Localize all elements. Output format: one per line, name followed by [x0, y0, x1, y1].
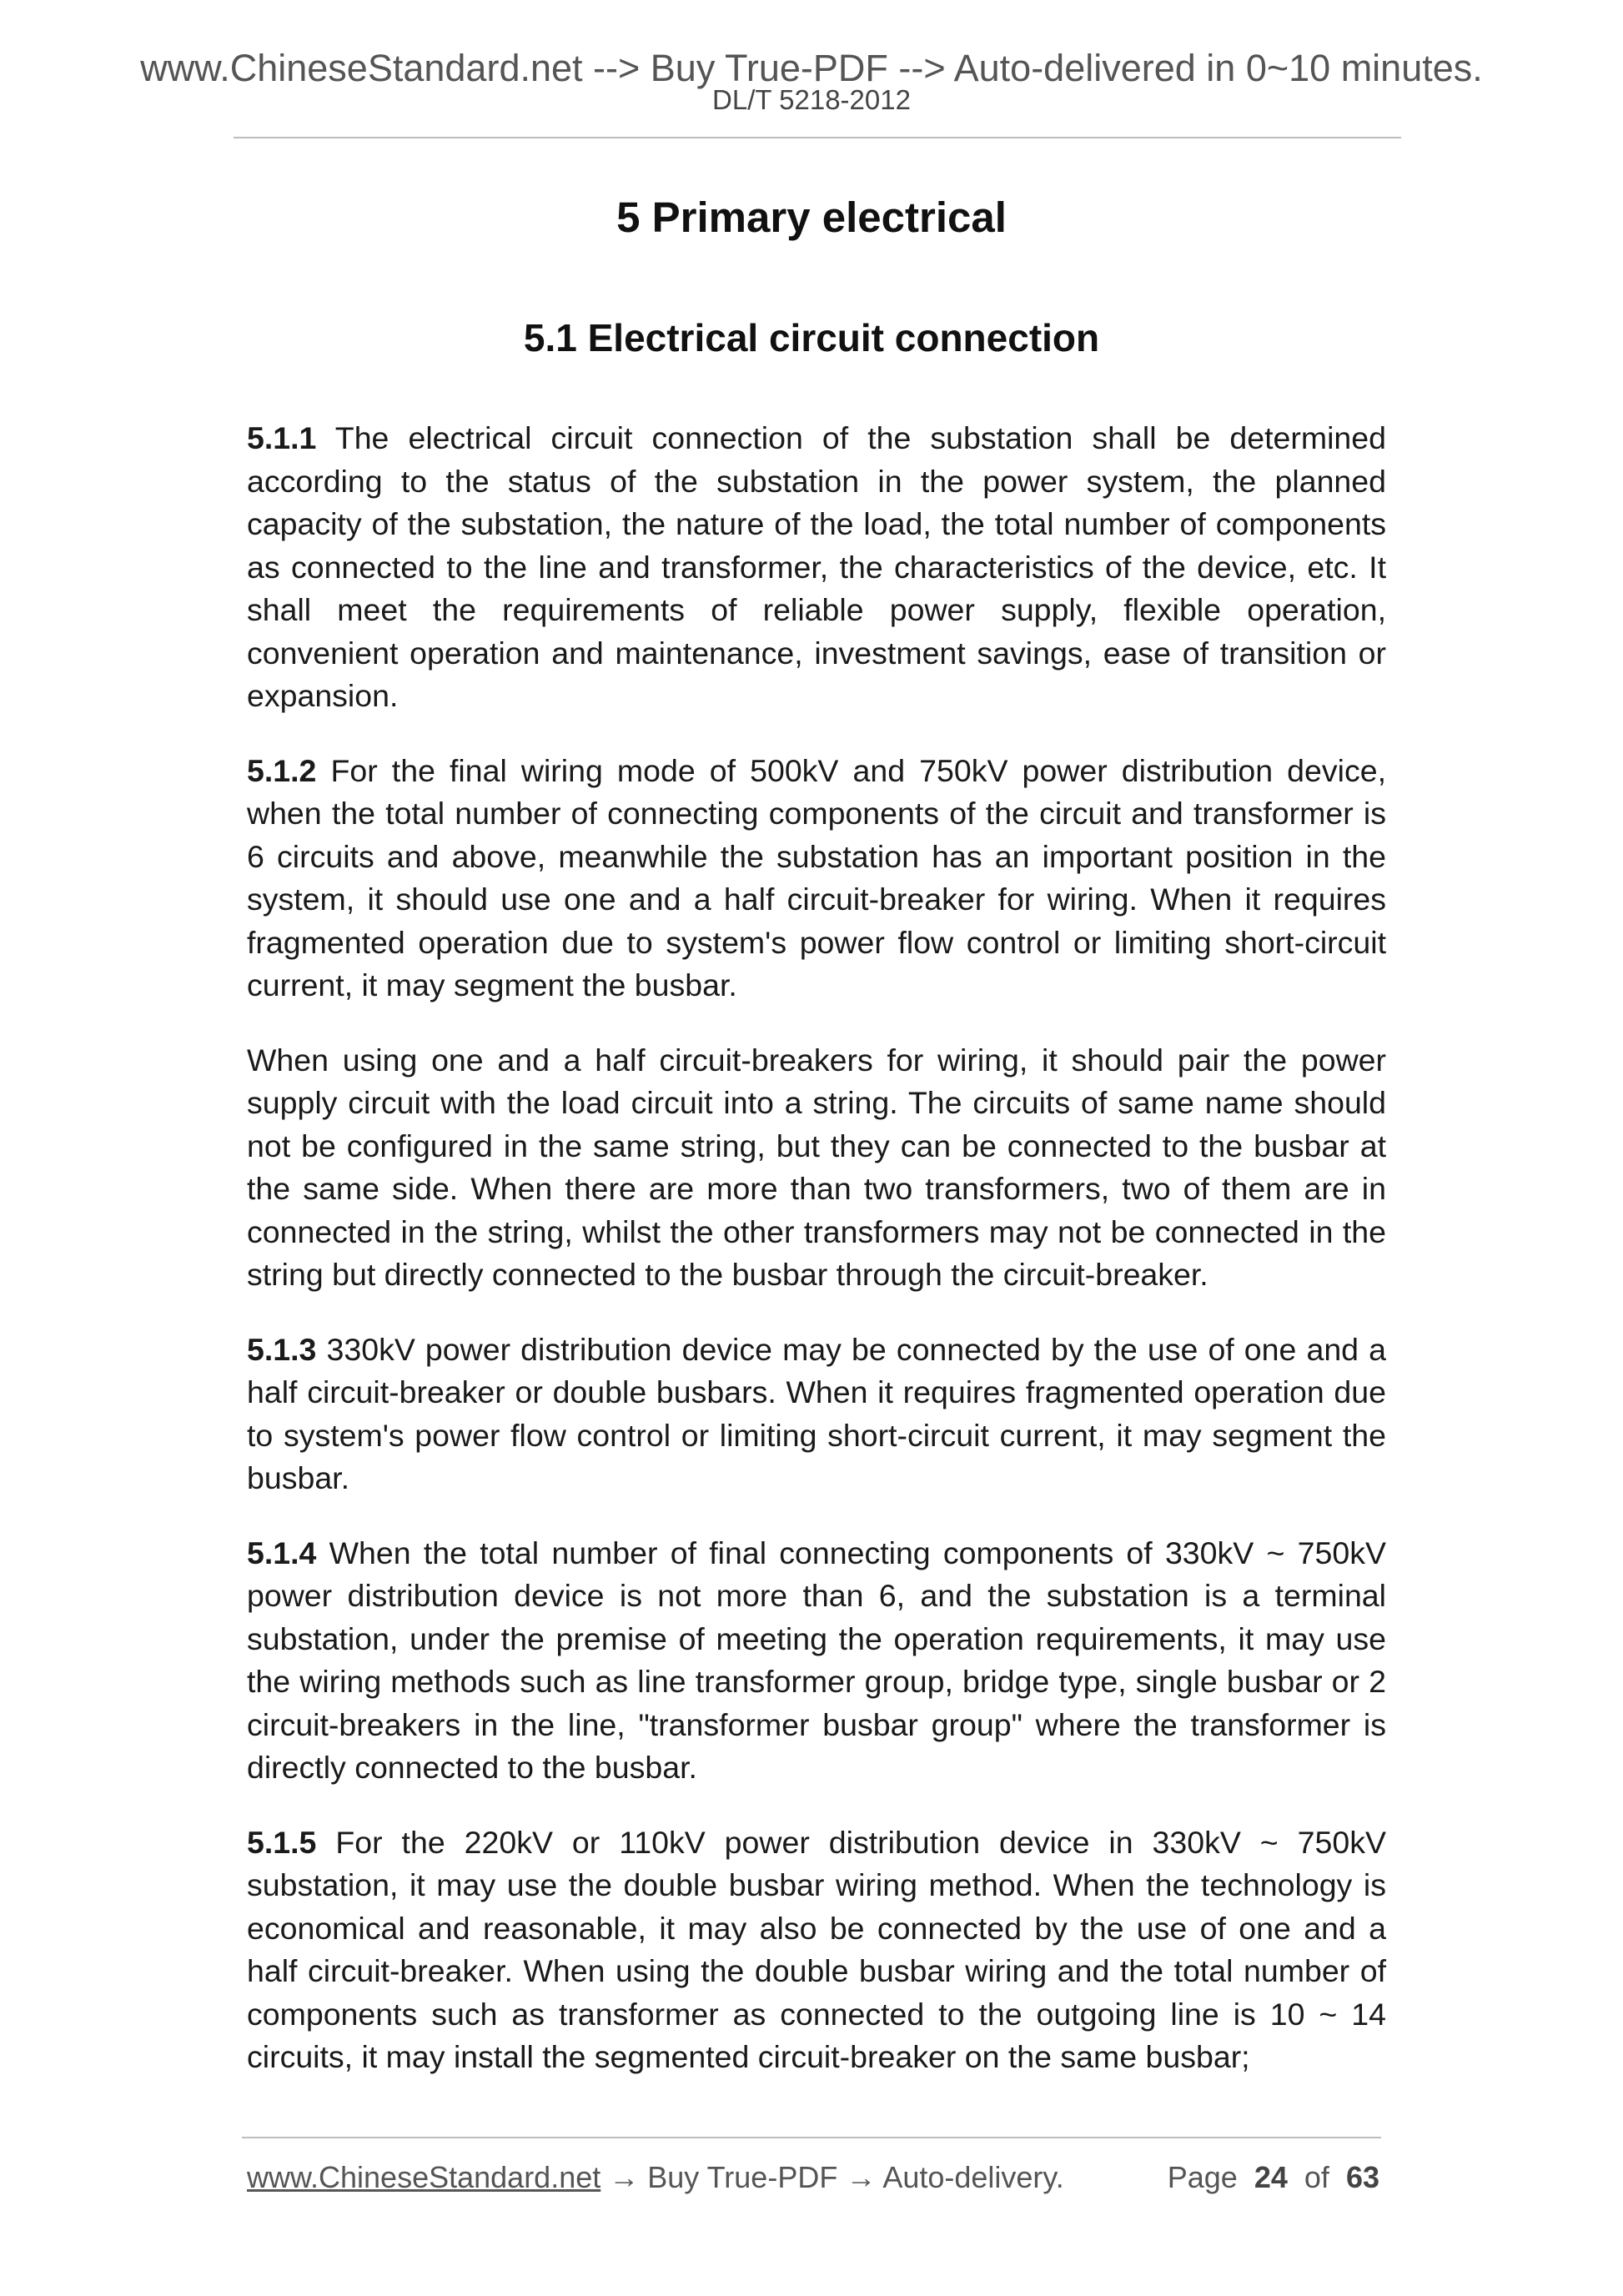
clause-5-1-2-continued [247, 1039, 1386, 1297]
footer-site-link[interactable]: www.ChineseStandard.net [247, 2160, 601, 2194]
chapter-title: 5 Primary electrical [616, 193, 1007, 241]
clause-5-1-2 [247, 750, 1386, 1007]
clause-text: For the 220kV or 110kV power distribution device in 330kV ~ 750kV substation, it may use the double busbar wiring method. When the technology is economical and reasonable, it may also be connected by the use of one and a half circuit-breaker. When using the double busbar wiring and the total number of components such as transformer as connected to the outgoing line is 10 ~ 14 circuits, it may install the segmented circuit-breaker on the same busbar; [247, 1824, 1386, 2074]
total-pages: 63 [1345, 2160, 1379, 2194]
clause-text: When the total number of final connecting components of 330kV ~ 750kV power distribution device is not more than 6, and the substation is a terminal substation, under the premise of meeting the operation requirements, it may use the wiring methods such as line transformer group, bridge type, single busbar or 2 circuit-breakers in the line, "transformer busbar group" where the transformer is directly connected to the busbar. [247, 1535, 1386, 1785]
page-footer [247, 2157, 1379, 2198]
section-title: 5.1 Electrical circuit connection [523, 316, 1100, 359]
standard-code: DL/T 5218-2012 [712, 84, 911, 115]
of-label: of [1304, 2160, 1329, 2194]
clause-text: For the final wiring mode of 500kV and 750kV power distribution device, when the total number of connecting components of the circuit and transformer is 6 circuits and above, meanwhile the substation has an important position in the system, it should use one and a half circuit-breaker for wiring. When it requires fragmented operation due to system's power flow control or limiting short-circuit current, it may segment the busbar. [247, 752, 1386, 1002]
clause-number: 5.1.5 [247, 1824, 317, 1860]
clause-number: 5.1.2 [247, 752, 317, 788]
clause-text: When using one and a half circuit-breakers for wiring, it should pair the power supply circuit with the load circuit into a string. The circuits of same name should not be configured in the same string, but they can be connected to the busbar at the same side. When there are more than two transformers, two of them are in connected in the string, whilst the other transformers may not be connected in the string but directly connected to the busbar through the circuit-breaker. [247, 1042, 1386, 1292]
top-banner: www.ChineseStandard.net --> Buy True-PDF --> Auto-delivered in 0~10 minutes. [140, 47, 1483, 89]
clause-number: 5.1.3 [247, 1331, 317, 1367]
clause-number: 5.1.4 [247, 1535, 317, 1570]
footer-divider [242, 2137, 1381, 2138]
clause-text: The electrical circuit connection of the substation shall be determined according to the status of the substation in the power system, the planned capacity of the substation, the nature of the load, the total number of components as connected to the line and transformer, the characteristics of the device, etc. It shall meet the requirements of reliable power supply, flexible operation, convenient operation and maintenance, investment savings, ease of transition or expansion. [247, 420, 1386, 713]
clause-5-1-1 [247, 417, 1386, 718]
clause-5-1-4 [247, 1532, 1386, 1790]
clause-5-1-3 [247, 1329, 1386, 1500]
page-number: 24 [1254, 2160, 1288, 2194]
clause-5-1-5 [247, 1821, 1386, 2079]
page-indicator [1168, 2157, 1379, 2198]
body-text [247, 417, 1386, 2079]
header-divider [234, 137, 1401, 138]
footer-promo [247, 2157, 1064, 2198]
clause-number: 5.1.1 [247, 420, 317, 455]
page-label: Page [1167, 2160, 1238, 2194]
footer-promo-text: → Buy True-PDF → Auto-delivery. [600, 2160, 1064, 2194]
clause-text: 330kV power distribution device may be connected by the use of one and a half circuit-breaker or double busbars. When it requires fragmented operation due to system's power flow control or limiting short-circuit current, it may segment the busbar. [247, 1331, 1386, 1495]
